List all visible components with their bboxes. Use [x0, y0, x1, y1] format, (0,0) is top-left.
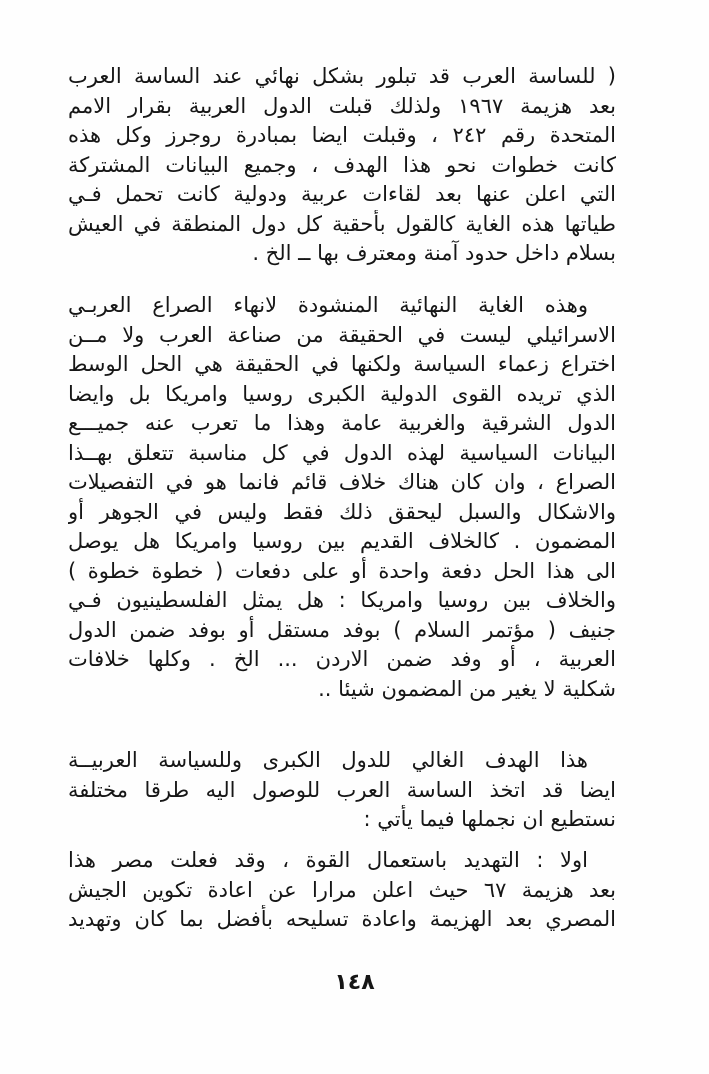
text-line: العربية ، أو وفد ضمن الاردن ... الخ . وكلها خلافات	[68, 647, 616, 671]
text-line: جنيف ( مؤتمر السلام ) بوفد مستقل أو بوفد ضمن الدول	[68, 617, 616, 642]
text-line: الذي تريده القوى الدولية الكبرى روسيا وامريكا بل وايضا	[68, 381, 616, 406]
text-line: بعد هزيمة ٦٧ حيث اعلن مرارا عن اعادة تكوين الجيش	[68, 877, 616, 902]
text-line: اولا : التهديد باستعمال القوة ، وقد فعلت مصر هذا	[68, 848, 588, 872]
text-line: المضمون . كالخلاف القديم بين روسيا وامريكا هل يوصل	[68, 529, 616, 553]
text-line: ( للساسة العرب قد تبلور بشكل نهائي عند الساسة العرب	[68, 64, 616, 88]
text-line: نستطيع ان نجملها فيما يأتي :	[363, 807, 616, 831]
page-number: ١٤٨	[334, 970, 375, 995]
text-line: بعد هزيمة ١٩٦٧ ولذلك قبلت الدول العربية بقرار الامم	[68, 93, 616, 118]
text-line: والخلاف بين روسيا وامريكا : هل يمثل الفلسطينيون فـي	[68, 588, 616, 612]
text-line: شكلية لا يغير من المضمون شيئا ..	[318, 676, 616, 701]
text-line: البيانات السياسية لهذه الدول في كل مناسبة تتعلق بهــذا	[68, 440, 616, 465]
text-line: اختراع زعماء السياسة ولكنها في الحقيقة هي الحل الوسط	[68, 352, 616, 376]
text-line: والاشكال والسبل ليحقق ذلك فقط وليس في الجوهر أو	[68, 499, 616, 524]
paragraph-3	[68, 746, 616, 835]
paragraph-2	[68, 291, 616, 704]
text-line: الصراع ، وان كان هناك خلاف قائم فانما هو في التفصيلات	[68, 470, 616, 494]
text-line: المصري بعد الهزيمة واعادة تسليحه بأفضل بما كان وتهديد	[68, 907, 616, 931]
text-line: التي اعلن عنها بعد لقاءات عربية ودولية كانت تحمل فـي	[68, 182, 616, 206]
text-line: الى هذا الحل دفعة واحدة أو على دفعات ( خطوة خطوة )	[68, 558, 616, 583]
text-line: الاسرائيلي ليست في الحقيقة من صناعة العرب ولا مــن	[68, 322, 616, 347]
text-line: هذا الهدف الغالي للدول الكبرى وللسياسة العربيــة	[68, 748, 588, 772]
text-line: بسلام داخل حدود آمنة ومعترف بها ــ الخ .	[252, 241, 616, 265]
text-line: المتحدة رقم ٢٤٢ ، وقبلت ايضا بمبادرة روجرز وكل هذه	[68, 123, 616, 147]
paragraph-4	[68, 846, 616, 935]
text-line: وهذه الغاية النهائية المنشودة لانهاء الصراع العربـي	[68, 293, 588, 317]
paragraph-1	[68, 62, 616, 269]
text-line: كانت خطوات نحو هذا الهدف ، وجميع البيانات المشتركة	[68, 152, 616, 177]
text-line: الدول الشرقية والغربية عامة وهذا ما تعرب عنه جميـــع	[68, 411, 616, 435]
text-line: طياتها هذه الغاية كالقول بأحقية كل دول المنطقة في العيش	[68, 211, 616, 236]
text-line: ايضا قد اتخذ الساسة العرب للوصول اليه طرقا مختلفة	[68, 777, 616, 802]
